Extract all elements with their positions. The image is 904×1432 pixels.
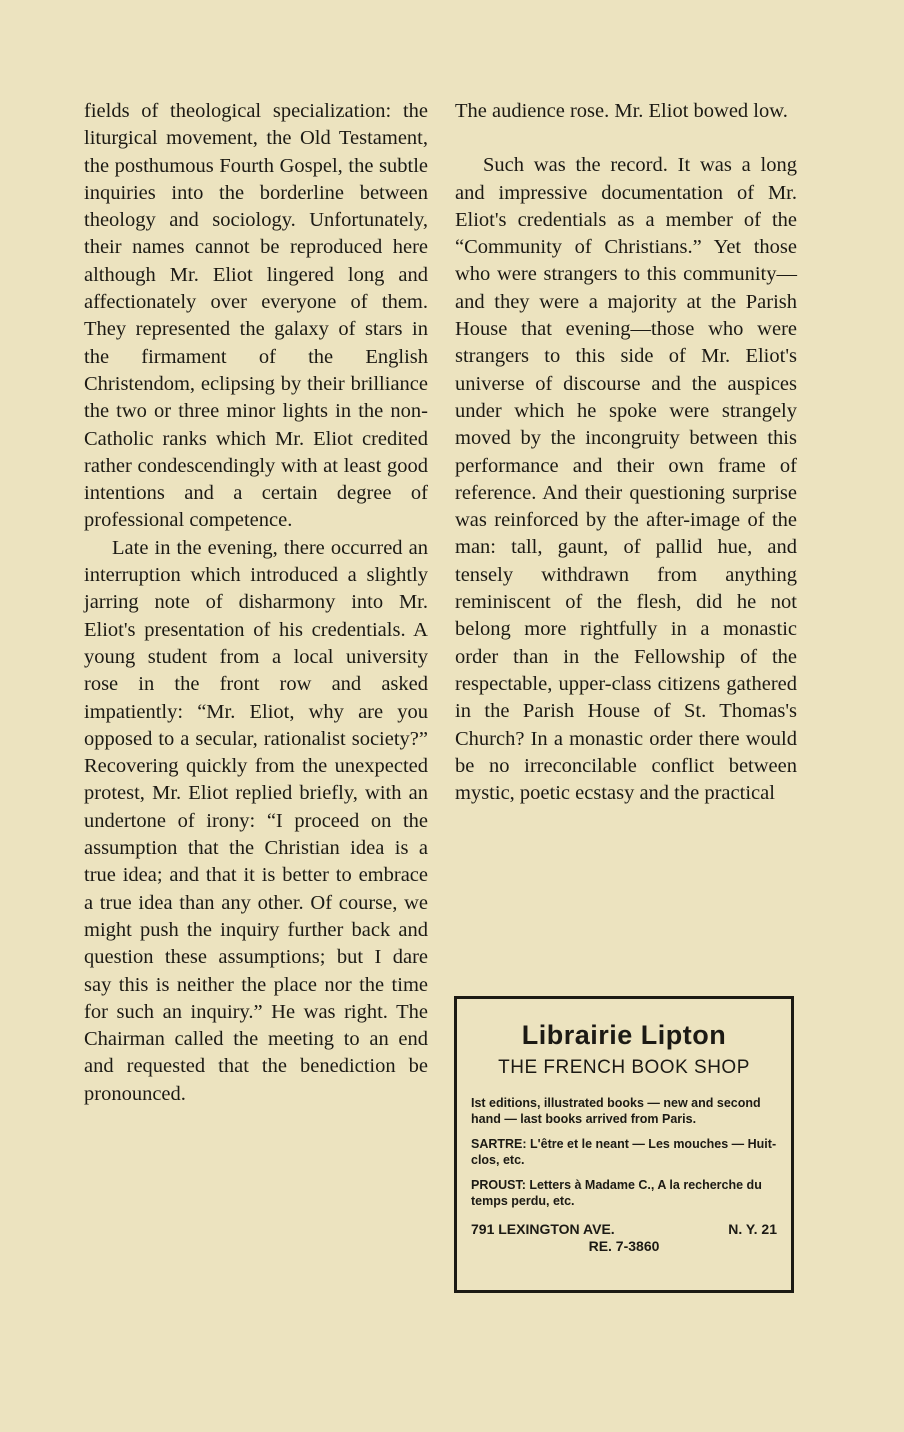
paragraph: fields of theological specialization: the liturgical movement, the Old Testament, the posthumous Fourth Gospel, the subtle inquiries into the borderline between theology and sociology. Unfortunately, their names cannot be reproduced here although Mr. Eliot lingered long and affectionately over everyone of them. They represented the galaxy of stars in the firmament of the English Christendom, eclipsing by their brilliance the two or three minor lights in the non-Catholic ranks which Mr. Eliot credited rather condescendingly with at least good intentions and a certain degree of professional competence. — [84, 100, 428, 532]
ad-address-row — [471, 1221, 777, 1238]
ad-line-sartre: SARTRE: L'être et le neant — Les mouches — Huit-clos, etc. — [471, 1137, 777, 1167]
bookshop-advertisement — [454, 996, 794, 1293]
paragraph: Late in the evening, there occurred an interruption which introduced a slightly jarring note of disharmony into Mr. Eliot's presentation of his credentials. A young student from a local university rose in the front row and asked impatiently: “Mr. Eliot, why are you opposed to a secular, rationalist society?” Recovering quickly from the unexpected protest, Mr. Eliot replied briefly, with an undertone of irony: “I proceed on the assumption that the Christian idea is a true idea; and that it is better to embrace a true idea than any other. Of course, we might push the inquiry further back and question these assumptions; but I dare say this is neither the place nor the time for such an inquiry.” He was right. The Chairman called the meeting to an end and requested that the benediction be pronounced. — [84, 536, 428, 1105]
ad-subtitle: THE FRENCH BOOK SHOP — [498, 1057, 750, 1078]
left-column — [84, 98, 428, 1108]
paragraph: The audience rose. Mr. Eliot bowed low. — [455, 100, 788, 122]
ad-title: Librairie Lipton — [521, 1020, 727, 1050]
ad-address: 791 LEXINGTON AVE. — [471, 1221, 615, 1237]
paragraph: Such was the record. It was a long and impressive documentation of Mr. Eliot's credentials as a member of the “Community of Christians.” Yet those who were strangers to this community—and they were a majority at the Parish House that evening—those who were strangers to this side of Mr. Eliot's universe of discourse and the auspices under which he spoke were strangely moved by the incongruity between this performance and their own frame of reference. And their questioning surprise was reinforced by the after-image of the man: tall, gaunt, of pallid hue, and tensely withdrawn from anything reminiscent of the flesh, did he not belong more rightfully in a monastic order than in the Fellowship of the respectable, upper-class citizens gathered in the Parish House of St. Thomas's Church? In a monastic order there would be no irreconcilable conflict between mystic, poetic ecstasy and the practical — [455, 154, 797, 805]
ad-line-editions: Ist editions, illustrated books — new and second hand — last books arrived from Paris. — [471, 1096, 761, 1126]
ad-line-proust: PROUST: Letters à Madame C., A la recherche du temps perdu, etc. — [471, 1178, 762, 1208]
ad-phone: RE. 7-3860 — [588, 1238, 660, 1254]
right-column — [455, 98, 797, 807]
ad-city: N. Y. 21 — [728, 1221, 777, 1237]
